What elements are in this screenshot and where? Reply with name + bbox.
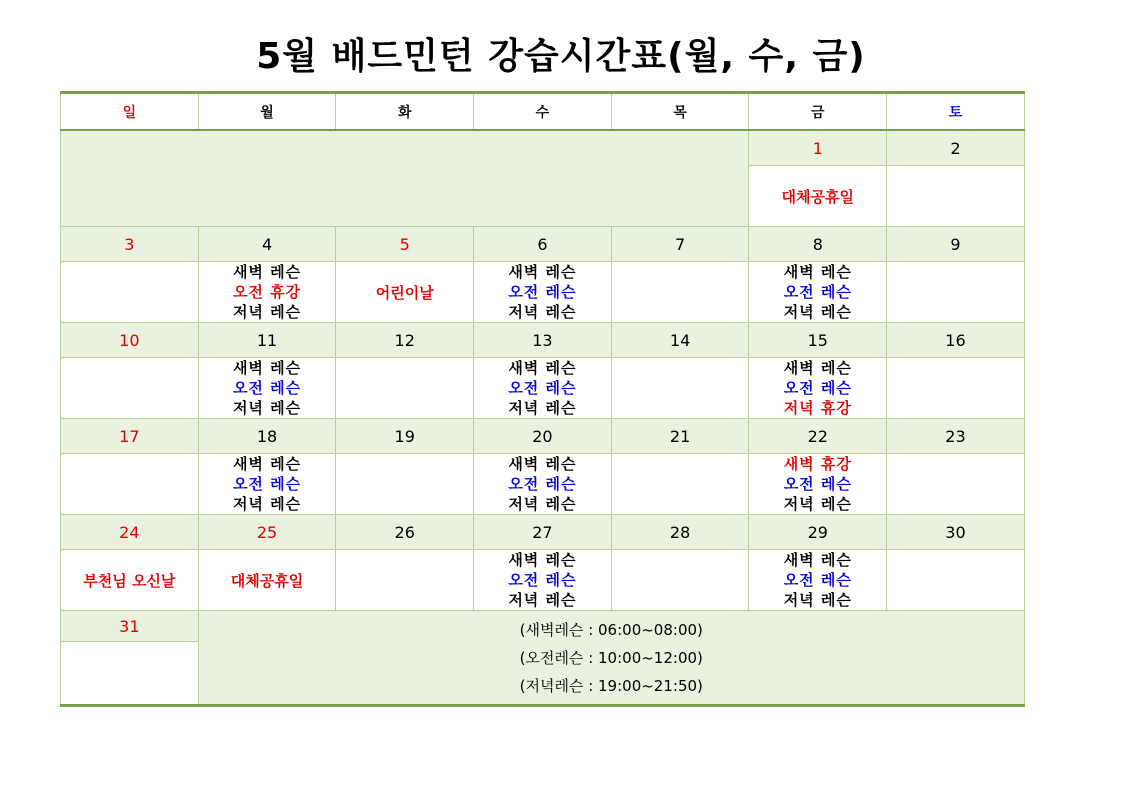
holiday-note: 부천님 오신날 [61, 550, 199, 611]
weekday-sun: 일 [61, 93, 199, 131]
lesson-cell [749, 262, 887, 323]
date-cell: 21 [611, 419, 749, 454]
empty-cell [611, 262, 749, 323]
week2-body-row [61, 262, 1025, 323]
empty-cell [611, 358, 749, 419]
empty-cell [336, 550, 474, 611]
lesson-cell [474, 454, 612, 515]
lesson-evening: 저녁 레슨 [508, 495, 577, 513]
lesson-dawn: 새벽 레슨 [783, 263, 852, 281]
holiday-note: 대체공휴일 [749, 166, 887, 227]
holiday-note: 어린이날 [336, 262, 474, 323]
lesson-cell [474, 358, 612, 419]
date-cell: 3 [61, 227, 199, 262]
empty-cell [887, 550, 1025, 611]
lesson-morning: 오전 레슨 [508, 571, 577, 589]
lesson-evening: 저녁 레슨 [508, 399, 577, 417]
date-cell: 5 [336, 227, 474, 262]
week2-date-row [61, 227, 1025, 262]
empty-cell [61, 262, 199, 323]
lesson-morning: 오전 레슨 [783, 475, 852, 493]
lesson-evening: 저녁 레슨 [508, 303, 577, 321]
empty-cell [887, 358, 1025, 419]
empty-cell [887, 166, 1025, 227]
lesson-dawn: 새벽 레슨 [232, 455, 302, 473]
lesson-morning: 오전 레슨 [783, 283, 852, 301]
date-cell: 7 [611, 227, 749, 262]
weekday-wed: 수 [474, 93, 612, 131]
empty-cell [61, 454, 199, 515]
lesson-dawn: 새벽 레슨 [508, 359, 577, 377]
empty-cell [61, 358, 199, 419]
lesson-dawn: 새벽 레슨 [783, 551, 852, 569]
empty-cell [336, 358, 474, 419]
lesson-dawn: 새벽 레슨 [783, 359, 852, 377]
lesson-evening: 저녁 레슨 [783, 591, 852, 609]
lesson-evening: 저녁 레슨 [232, 495, 302, 513]
date-cell: 28 [611, 515, 749, 550]
lesson-cell [198, 262, 336, 323]
date-cell: 17 [61, 419, 199, 454]
lesson-morning: 오전 레슨 [232, 475, 302, 493]
date-cell: 23 [887, 419, 1025, 454]
lesson-cell [474, 550, 612, 611]
empty-cell [611, 550, 749, 611]
week1-date-row [61, 130, 1025, 166]
empty-cell [887, 262, 1025, 323]
weekday-sat: 토 [887, 93, 1025, 131]
date-cell: 16 [887, 323, 1025, 358]
lesson-dawn: 새벽 레슨 [232, 263, 302, 281]
lesson-evening: 저녁 레슨 [232, 303, 302, 321]
schedule-calendar [60, 91, 1025, 707]
lesson-evening: 저녁 레슨 [783, 303, 852, 321]
schedule-info [198, 611, 1024, 706]
date-cell: 14 [611, 323, 749, 358]
date-cell: 2 [887, 130, 1025, 166]
lesson-cell [749, 454, 887, 515]
date-cell: 12 [336, 323, 474, 358]
lesson-cell [749, 358, 887, 419]
date-cell: 30 [887, 515, 1025, 550]
date-cell: 11 [198, 323, 336, 358]
empty-cell [887, 454, 1025, 515]
date-cell: 29 [749, 515, 887, 550]
date-cell: 27 [474, 515, 612, 550]
week5-date-row [61, 515, 1025, 550]
empty-cell [611, 454, 749, 515]
week3-body-row [61, 358, 1025, 419]
lesson-cell [198, 454, 336, 515]
lesson-dawn: 새벽 레슨 [508, 551, 577, 569]
lesson-dawn: 새벽 휴강 [783, 455, 852, 473]
date-cell: 9 [887, 227, 1025, 262]
page-title: 5월 배드민턴 강습시간표(월, 수, 금) [256, 36, 866, 77]
lesson-morning: 오전 레슨 [508, 379, 577, 397]
date-cell: 6 [474, 227, 612, 262]
date-cell: 4 [198, 227, 336, 262]
date-cell: 19 [336, 419, 474, 454]
empty-cell [61, 130, 749, 227]
date-cell: 22 [749, 419, 887, 454]
schedule-info-line: (저녁레슨 : 19:00~21:50) [519, 676, 703, 695]
week3-date-row [61, 323, 1025, 358]
week5-body-row [61, 550, 1025, 611]
lesson-cell [749, 550, 887, 611]
date-cell: 15 [749, 323, 887, 358]
lesson-morning: 오전 레슨 [232, 379, 302, 397]
lesson-morning: 오전 레슨 [783, 379, 852, 397]
empty-cell [336, 454, 474, 515]
lesson-morning: 오전 휴강 [232, 283, 302, 301]
lesson-evening: 저녁 휴강 [783, 399, 852, 417]
date-cell: 24 [61, 515, 199, 550]
lesson-evening: 저녁 레슨 [232, 399, 302, 417]
date-cell: 8 [749, 227, 887, 262]
date-cell: 13 [474, 323, 612, 358]
date-cell: 20 [474, 419, 612, 454]
date-cell: 31 [61, 611, 199, 642]
lesson-morning: 오전 레슨 [783, 571, 852, 589]
lesson-morning: 오전 레슨 [508, 283, 577, 301]
weekday-thu: 목 [611, 93, 749, 131]
lesson-cell [198, 358, 336, 419]
holiday-note: 대체공휴일 [198, 550, 336, 611]
week4-date-row [61, 419, 1025, 454]
lesson-cell [474, 262, 612, 323]
date-cell: 10 [61, 323, 199, 358]
date-cell: 26 [336, 515, 474, 550]
lesson-dawn: 새벽 레슨 [232, 359, 302, 377]
date-cell: 18 [198, 419, 336, 454]
weekday-tue: 화 [336, 93, 474, 131]
lesson-morning: 오전 레슨 [508, 475, 577, 493]
lesson-evening: 저녁 레슨 [508, 591, 577, 609]
date-cell: 1 [749, 130, 887, 166]
weekday-mon: 월 [198, 93, 336, 131]
weekday-fri: 금 [749, 93, 887, 131]
lesson-dawn: 새벽 레슨 [508, 263, 577, 281]
schedule-info-line: (오전레슨 : 10:00~12:00) [519, 648, 703, 667]
week4-body-row [61, 454, 1025, 515]
lesson-dawn: 새벽 레슨 [508, 455, 577, 473]
weekday-header-row [61, 93, 1025, 131]
lesson-evening: 저녁 레슨 [783, 495, 852, 513]
schedule-info-line: (새벽레슨 : 06:00~08:00) [519, 620, 703, 639]
week6-date-row [61, 611, 1025, 642]
date-cell: 25 [198, 515, 336, 550]
empty-cell [61, 642, 199, 706]
